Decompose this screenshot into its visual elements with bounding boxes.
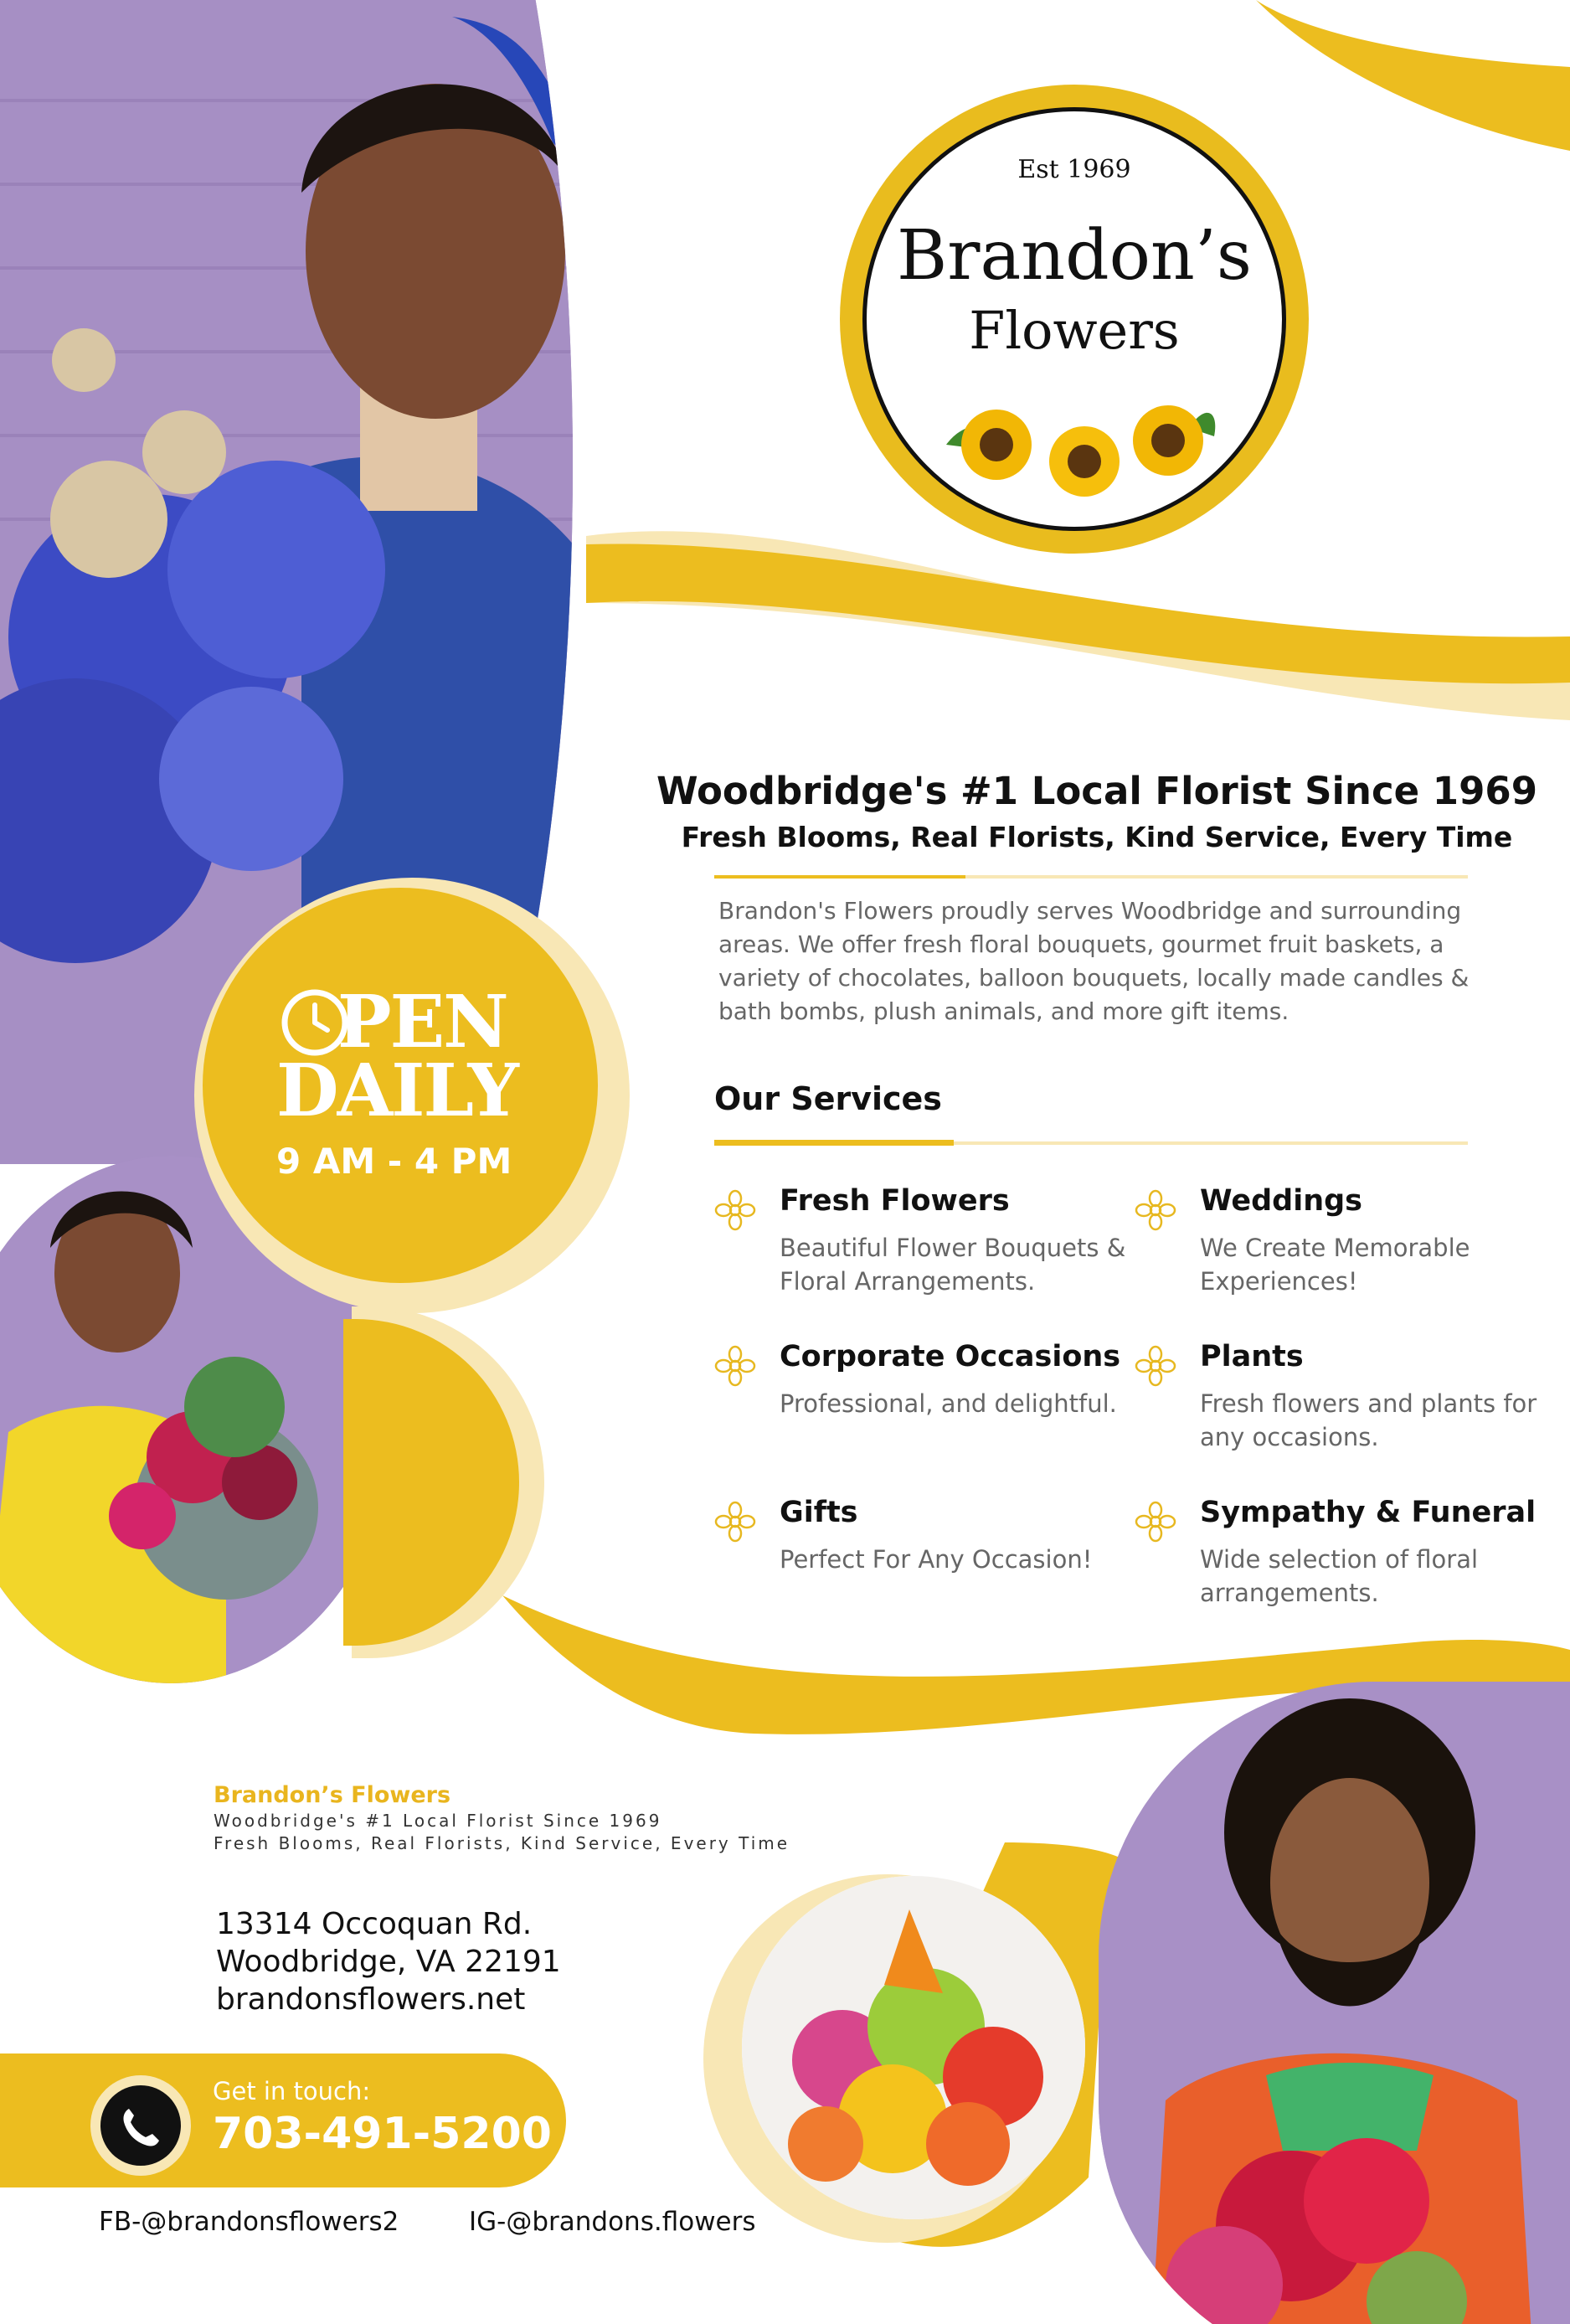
service-title: Sympathy & Funeral xyxy=(1200,1496,1537,1529)
website-link[interactable]: brandonsflowers.net xyxy=(216,1982,526,2017)
services-heading: Our Services xyxy=(714,1080,942,1117)
address-line-1: 13314 Occoquan Rd. xyxy=(216,1907,533,1941)
flower-outline-icon xyxy=(714,1189,756,1231)
address-block xyxy=(216,1905,561,2018)
footer-brand-name: Brandon’s Flowers xyxy=(214,1782,451,1808)
intro-paragraph: Brandon's Flowers proudly serves Woodbridge and surrounding areas. We offer fresh floral bouquets, gourmet fruit baskets, a variety of chocolates, balloon bouquets, locally made candles & bath bombs, plush animals, and more gift items. xyxy=(718,897,1470,1025)
footer-tagline-2: Fresh Blooms, Real Florists, Kind Service, Every Time xyxy=(214,1833,790,1853)
service-description: Wide selection of floral arrangements. xyxy=(1200,1545,1479,1607)
subheadline: Fresh Blooms, Real Florists, Kind Service, Every Time xyxy=(681,821,1513,853)
logo-name-line1: Brandon’s xyxy=(897,216,1252,296)
footer-tagline-1: Woodbridge's #1 Local Florist Since 1969 xyxy=(214,1811,662,1831)
facebook-handle[interactable]: FB-@brandonsflowers2 xyxy=(99,2207,399,2237)
contact-label: Get in touch: xyxy=(213,2077,371,2105)
instagram-handle[interactable]: IG-@brandons.flowers xyxy=(469,2207,756,2237)
service-title: Fresh Flowers xyxy=(780,1184,1010,1218)
badge-daily-text: DAILY xyxy=(276,1049,517,1133)
logo-name-line2: Flowers xyxy=(969,300,1180,361)
flower-outline-icon xyxy=(1135,1189,1176,1231)
service-title: Corporate Occasions xyxy=(780,1340,1121,1373)
service-description: Perfect For Any Occasion! xyxy=(780,1545,1093,1574)
photo-man-with-red-bouquet xyxy=(1099,1682,1570,2324)
service-title: Plants xyxy=(1200,1340,1304,1373)
sunflower-icon xyxy=(938,378,1219,503)
address-line-2: Woodbridge, VA 22191 xyxy=(216,1945,561,1979)
badge-open-rest: PEN xyxy=(337,980,507,1064)
service-description: Professional, and delightful. xyxy=(780,1389,1117,1418)
service-title: Gifts xyxy=(780,1496,858,1529)
logo xyxy=(862,107,1286,531)
phone-icon[interactable] xyxy=(114,2099,167,2152)
flower-outline-icon xyxy=(1135,1501,1176,1543)
service-description: Fresh flowers and plants for any occasions. xyxy=(1200,1389,1537,1451)
phone-number[interactable]: 703-491-5200 xyxy=(213,2109,552,2159)
badge-hours-text: 9 AM - 4 PM xyxy=(276,1141,512,1182)
flower-outline-icon xyxy=(714,1345,756,1387)
service-title: Weddings xyxy=(1200,1184,1363,1218)
services-divider-accent xyxy=(714,1140,954,1146)
flower-outline-icon xyxy=(1135,1345,1176,1387)
headline-divider-accent xyxy=(714,875,965,879)
flower-outline-icon xyxy=(714,1501,756,1543)
service-description: We Create Memorable Experiences! xyxy=(1200,1234,1470,1296)
logo-est-text: Est 1969 xyxy=(1017,155,1131,184)
headline: Woodbridge's #1 Local Florist Since 1969 xyxy=(656,769,1538,813)
service-description: Beautiful Flower Bouquets & Floral Arrangements. xyxy=(780,1234,1126,1296)
photo-center-bouquet xyxy=(742,1876,1085,2219)
